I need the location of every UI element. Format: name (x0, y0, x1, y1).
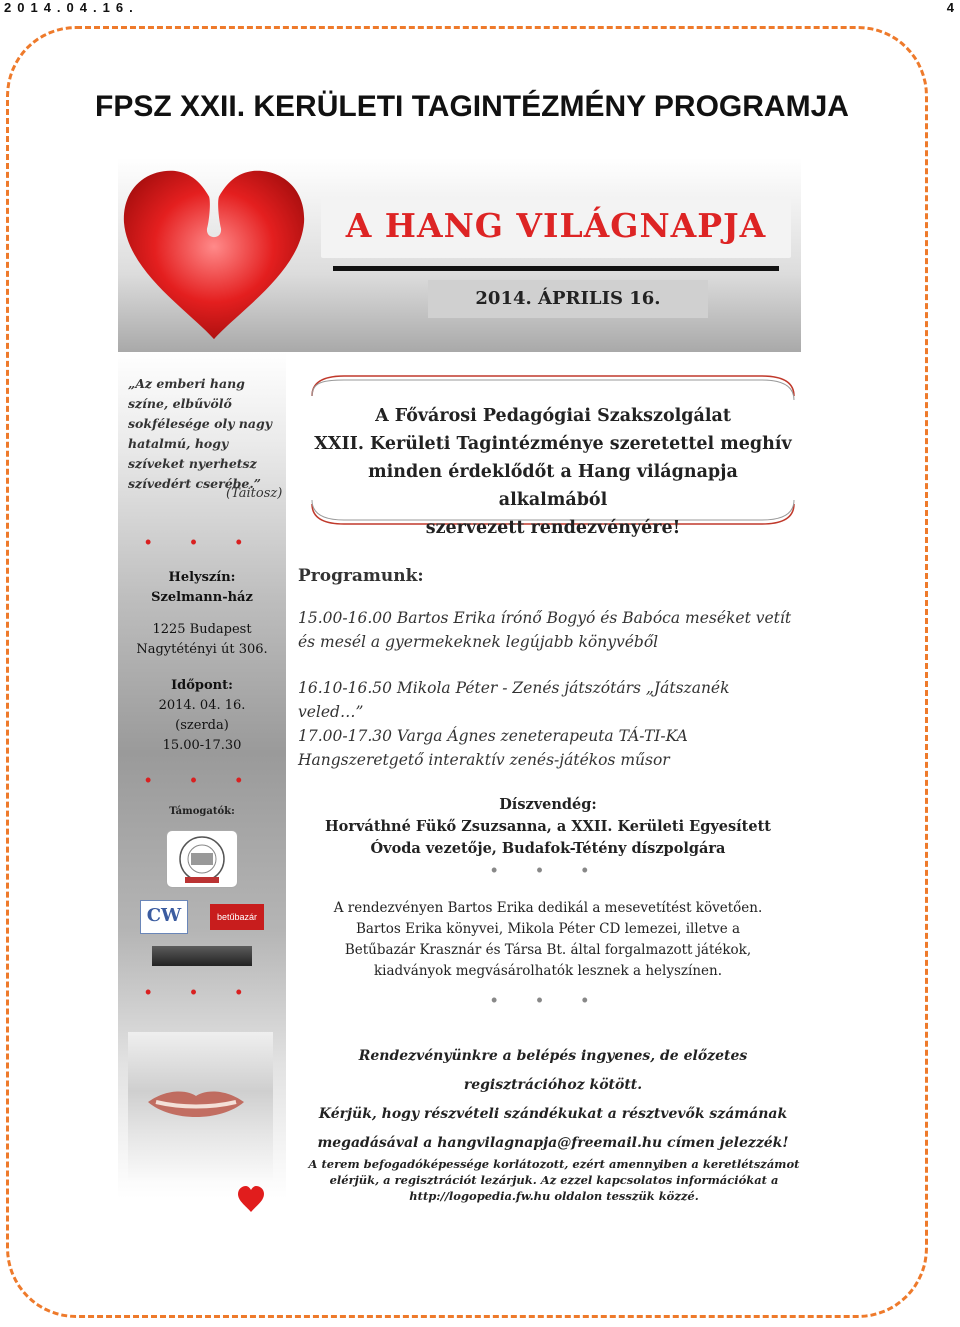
dedication-line: kiadványok megvásárolhatók lesznek a helyszínen. (373, 963, 723, 979)
registration-line: megadásával a hangvilagnapja@freemail.hu címen jelezzék! (317, 1135, 789, 1151)
dedication-text (298, 898, 798, 982)
invitation-line: XXII. Kerületi Tagintézménye szeretettel meghív (314, 434, 792, 454)
time-hours: 15.00-17.30 (162, 738, 242, 753)
quote-text: „Az emberi hang színe, elbűvölő sokfélesége oly nagy hatalmú, hogy szíveket nyerhetsz szívedért cserébe.” (128, 376, 272, 491)
sponsor-strip-logo (152, 946, 252, 966)
page-number: 4 (946, 0, 954, 15)
sponsor-cw-logo: CW (140, 900, 188, 934)
address-line: Nagytétényi út 306. (136, 642, 268, 657)
poster-sidebar (118, 352, 286, 1243)
invitation-line: szervezett rendezvényére! (425, 518, 681, 538)
separator-dots: • • • (145, 532, 259, 552)
dedication-line: Bartos Erika könyvei, Mikola Péter CD lemezei, illetve a (355, 921, 741, 937)
time-block (118, 676, 286, 756)
program-item: 17.00-17.30 Varga Ágnes zeneterapeuta TÁ-TI-KA Hangszeretgető interaktív zenés-játékos műsor (298, 727, 688, 769)
separator-dots: • • • (491, 860, 605, 880)
header-date: 2014.04.16. (4, 0, 139, 15)
registration-line: Rendezvényünkre a belépés ingyenes, de előzetes regisztrációhoz kötött. (358, 1048, 748, 1093)
guest-text: Horváthné Fükő Zsuzsanna, a XXII. Kerületi Egyesített Óvoda vezetője, Budafok-Tétény díszpolgára (324, 818, 771, 857)
registration-line: Kérjük, hogy részvételi szándékukat a résztvevők számának (318, 1106, 788, 1122)
title-rule (333, 266, 779, 271)
venue-block (118, 568, 286, 660)
guest-block (298, 794, 798, 860)
dedication-line: A rendezvényen Bartos Erika dedikál a mesevetítést követően. (333, 900, 763, 916)
page-title: FPSZ XXII. KERÜLETI TAGINTÉZMÉNY PROGRAMJA (95, 90, 849, 123)
time-date: 2014. 04. 16. (158, 698, 246, 713)
address-line: 1225 Budapest (152, 622, 252, 637)
invitation-text (314, 402, 792, 542)
quote-author: (Taitosz) (226, 486, 283, 501)
invitation-line: minden érdeklődőt a Hang világnapja alkalmából (368, 462, 738, 510)
capacity-note: A terem befogadóképessége korlátozott, ezért amennyiben a keretlétszámot elérjük, a regisztrációt lezárjuk. Az ezzel kapcsolatos információkat a http://logopedia.fw.hu oldalon tesszük közzé. (308, 1157, 800, 1203)
date-box (428, 280, 708, 318)
program-item: 16.10-16.50 Mikola Péter - Zenés játszótárs „Játszanék veled…” (298, 679, 730, 721)
time-label: Időpont: (171, 678, 233, 693)
guest-label: Díszvendég: (499, 796, 597, 813)
poster-date: 2014. ÁPRILIS 16. (475, 288, 661, 309)
separator-dots: • • • (491, 990, 605, 1010)
heart-icon (236, 1184, 266, 1214)
invitation-line: A Fővárosi Pedagógiai Szakszolgálat (375, 406, 731, 426)
lips-image (128, 1032, 273, 1180)
event-poster (118, 158, 801, 1243)
program-item: 15.00-16.00 Bartos Erika írónő Bogyó és Babóca meséket vetít és mesél a gyermekeknek legújabb könyvéből (298, 609, 792, 651)
poster-banner (118, 158, 801, 352)
lips-icon (146, 1082, 246, 1126)
venue-name: Szelmann-ház (151, 590, 253, 605)
sponsor-betubazar-logo: betűbazár (210, 904, 264, 930)
registration-text (298, 1042, 801, 1158)
separator-dots: • • • (145, 770, 259, 790)
sponsors-label: Támogatók: (169, 806, 235, 817)
program-heading: Programunk: (298, 566, 424, 586)
title-box (321, 198, 791, 258)
separator-dots: • • • (145, 982, 259, 1002)
dedication-line: Betűbazár Krasznár és Társa Bt. által forgalmazott játékok, (344, 942, 752, 958)
sponsor-seal-logo (166, 830, 238, 888)
poster-title: A HANG VILÁGNAPJA (345, 206, 767, 245)
time-day: (szerda) (175, 718, 229, 733)
heart-icon (120, 162, 308, 342)
venue-label: Helyszín: (168, 570, 236, 585)
